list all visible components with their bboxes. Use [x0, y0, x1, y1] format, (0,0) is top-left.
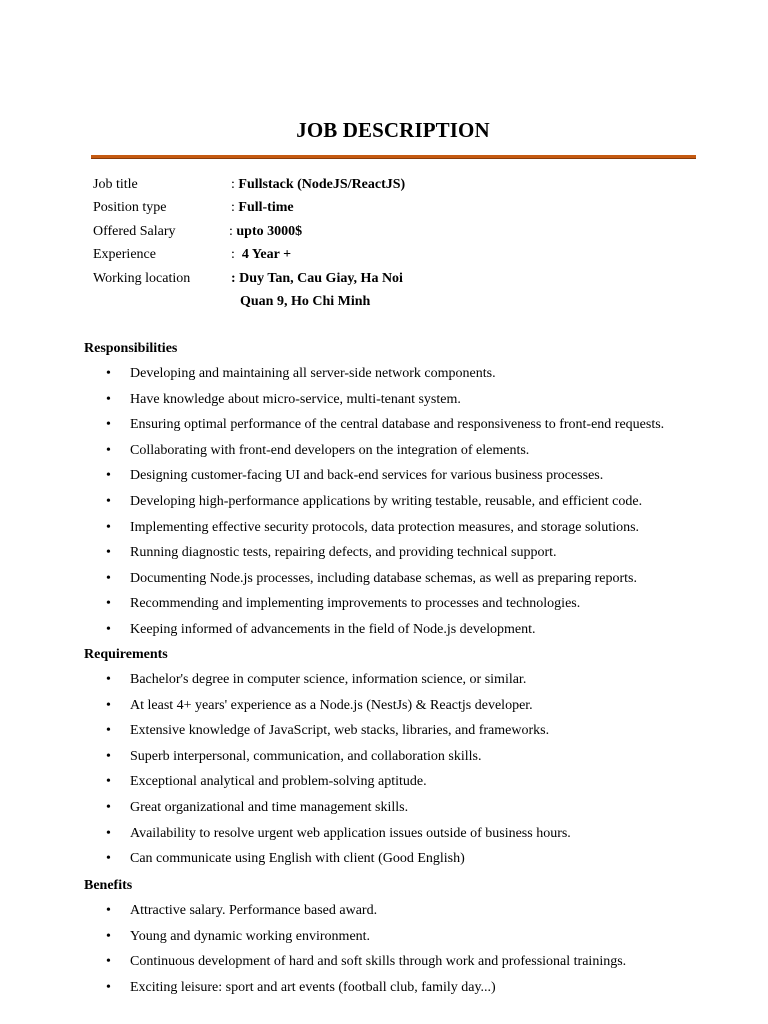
list-item — [84, 364, 704, 390]
job-title-label: Job title — [93, 177, 138, 192]
bullet-icon: • — [106, 697, 111, 713]
offered-salary-value-cell — [229, 222, 302, 242]
job-title-colon: : — [231, 177, 235, 192]
info-row-working-location — [93, 269, 693, 292]
list-item-text: Young and dynamic working environment. — [130, 928, 371, 944]
list-item-text: Attractive salary. Performance based award. — [130, 903, 378, 918]
offered-salary-value: upto 3000$ — [236, 223, 303, 239]
list-item-text: At least 4+ years' experience as a Node.js (NestJs) & Reactjs developer. — [130, 697, 533, 713]
responsibilities-list — [84, 364, 704, 646]
list-item-text: Have knowledge about micro-service, multi-tenant system. — [130, 391, 461, 407]
bullet-icon: • — [106, 928, 111, 944]
list-item-text: Exciting leisure: sport and art events (football club, family day...) — [130, 979, 496, 995]
requirements-heading: Requirements — [84, 647, 168, 662]
bullet-icon: • — [106, 545, 111, 561]
bullet-icon: • — [106, 519, 111, 535]
title-divider — [91, 155, 696, 159]
working-location-colon: : — [231, 270, 236, 286]
working-location-value-cell — [231, 269, 403, 289]
bullet-icon: • — [106, 774, 111, 790]
bullet-icon: • — [106, 903, 111, 918]
bullet-icon: • — [106, 672, 111, 687]
requirements-list — [84, 670, 704, 875]
list-item-text: Great organizational and time management skills. — [130, 799, 409, 815]
list-item — [84, 798, 704, 824]
benefits-section — [84, 876, 704, 1003]
benefits-list — [84, 901, 704, 1003]
bullet-icon: • — [106, 417, 111, 433]
bullet-icon: • — [106, 723, 111, 739]
bullet-icon: • — [106, 799, 111, 815]
list-item — [84, 849, 704, 875]
bullet-icon: • — [106, 979, 111, 995]
list-item — [84, 747, 704, 773]
list-item — [84, 772, 704, 798]
list-item — [84, 824, 704, 850]
offered-salary-colon: : — [229, 223, 233, 239]
list-item — [84, 415, 704, 441]
responsibilities-section — [84, 339, 704, 646]
list-item-text: Implementing effective security protocols, data protection measures, and storage solutions. — [130, 519, 640, 535]
bullet-icon: • — [106, 851, 111, 867]
list-item-text: Ensuring optimal performance of the central database and responsiveness to front-end requests. — [130, 417, 665, 433]
list-item — [84, 466, 704, 492]
offered-salary-label: Offered Salary — [93, 223, 176, 239]
list-item — [84, 721, 704, 747]
list-item — [84, 901, 704, 927]
list-item-text: Running diagnostic tests, repairing defects, and providing technical support. — [130, 545, 557, 561]
bullet-icon: • — [106, 493, 111, 509]
list-item-text: Superb interpersonal, communication, and collaboration skills. — [130, 748, 482, 764]
bullet-icon: • — [106, 621, 111, 637]
experience-value: 4 Year + — [241, 247, 292, 263]
list-item — [84, 518, 704, 544]
list-item — [84, 569, 704, 595]
list-item-text: Collaborating with front-end developers on the integration of elements. — [130, 442, 530, 458]
job-title-value: Fullstack (NodeJS/ReactJS) — [238, 177, 406, 192]
info-row-offered-salary — [93, 222, 693, 245]
bullet-icon: • — [106, 954, 111, 970]
list-item — [84, 543, 704, 569]
list-item — [84, 927, 704, 953]
bullet-icon: • — [106, 442, 111, 458]
benefits-heading: Benefits — [84, 878, 133, 893]
bullet-icon: • — [106, 825, 111, 841]
list-item-text: Can communicate using English with client (Good English) — [130, 851, 465, 867]
bullet-icon: • — [106, 596, 111, 612]
position-type-label: Position type — [93, 200, 167, 216]
info-row-job-title — [93, 175, 693, 198]
document-title: JOB DESCRIPTION — [296, 118, 490, 142]
list-item — [84, 492, 704, 518]
position-type-value: Full-time — [238, 200, 294, 216]
bullet-icon: • — [106, 391, 111, 407]
position-type-colon: : — [231, 200, 235, 216]
working-location-value: Duy Tan, Cau Giay, Ha Noi — [239, 270, 403, 286]
experience-label: Experience — [93, 247, 156, 263]
responsibilities-heading: Responsibilities — [84, 341, 178, 356]
list-item — [84, 594, 704, 620]
job-info-table — [93, 175, 693, 315]
bullet-icon: • — [106, 748, 111, 764]
list-item-text: Documenting Node.js processes, including database schemas, as well as preparing reports. — [130, 570, 637, 586]
list-item-text: Keeping informed of advancements in the field of Node.js development. — [130, 621, 536, 637]
position-type-value-cell — [231, 198, 294, 218]
list-item-text: Designing customer-facing UI and back-end services for various business processes. — [130, 468, 604, 484]
experience-colon: : — [231, 247, 235, 263]
working-location-label: Working location — [93, 270, 191, 286]
list-item-text: Developing high-performance applications by writing testable, reusable, and efficient code. — [130, 493, 643, 509]
bullet-icon: • — [106, 366, 111, 381]
list-item-text: Extensive knowledge of JavaScript, web stacks, libraries, and frameworks. — [130, 723, 550, 739]
list-item-text: Continuous development of hard and soft skills through work and professional trainings. — [130, 954, 627, 970]
list-item — [84, 670, 704, 696]
list-item — [84, 696, 704, 722]
info-row-working-location-line2 — [93, 292, 693, 315]
bullet-icon: • — [106, 468, 111, 484]
bullet-icon: • — [106, 570, 111, 586]
list-item — [84, 978, 704, 1004]
info-row-experience — [93, 245, 693, 268]
list-item — [84, 952, 704, 978]
list-item — [84, 441, 704, 467]
job-title-value-cell — [231, 175, 405, 195]
experience-value-cell — [231, 245, 291, 265]
list-item-text: Availability to resolve urgent web application issues outside of business hours. — [130, 825, 571, 841]
info-row-position-type — [93, 198, 693, 221]
list-item-text: Exceptional analytical and problem-solving aptitude. — [130, 774, 427, 790]
list-item-text: Bachelor's degree in computer science, information science, or similar. — [130, 672, 527, 687]
list-item — [84, 390, 704, 416]
working-location-value-line2: Quan 9, Ho Chi Minh — [240, 293, 371, 309]
list-item-text: Recommending and implementing improvements to processes and technologies. — [130, 596, 581, 612]
list-item — [84, 620, 704, 646]
list-item-text: Developing and maintaining all server-side network components. — [130, 366, 496, 381]
requirements-section — [84, 645, 704, 875]
